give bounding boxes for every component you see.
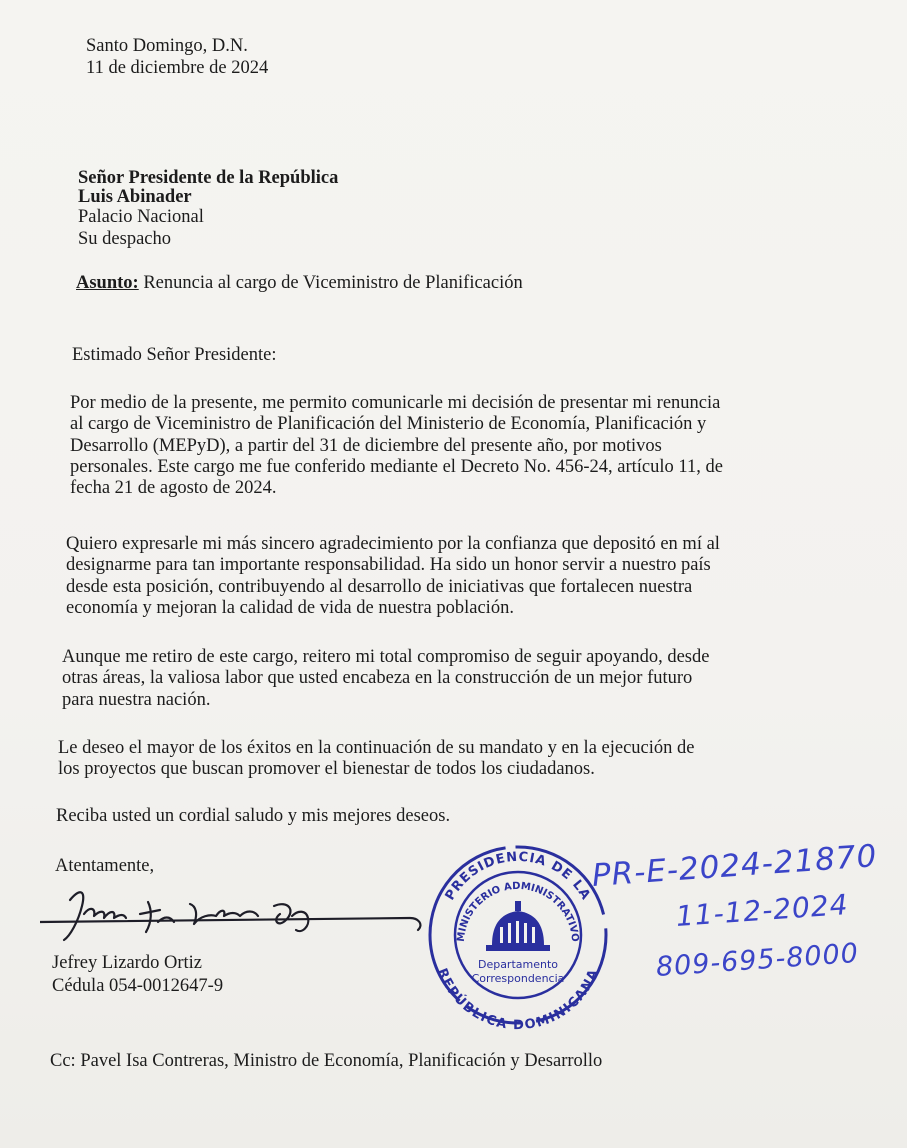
reception-stamp [418,835,618,1035]
handwritten-phone: 809-695-8000 [654,937,860,983]
stamp-top-text: PRESIDENCIA DE LA [442,849,594,904]
paragraph-4 [58,738,695,781]
handwritten-date: 11-12-2024 [674,887,850,933]
paragraph-1 [70,393,723,499]
paragraph-line: economía y mejoran la calidad de vida de nuestra población. [66,597,514,618]
header-city: Santo Domingo, D.N. [86,36,248,56]
recipient-office: Su despacho [78,229,171,249]
stamp-inner-text: MINISTERIO ADMINISTRATIVO [455,880,581,943]
subject-label: Asunto: [76,273,139,293]
paragraph-line: Aunque me retiro de este cargo, reitero mi total compromiso de seguir apoyando, desde [62,647,710,667]
palace-dome-icon [486,901,550,951]
paragraph-2 [66,534,720,619]
signer-id: Cédula 054-0012647-9 [52,976,224,996]
handwritten-ref: PR-E-2024-21870 [590,838,879,894]
paragraph-line: Quiero expresarle mi más sincero agradecimiento por la confianza que depositó en mí al [66,534,720,554]
recipient-place: Palacio Nacional [78,207,204,227]
paragraph-line: los proyectos que buscan promover el bienestar de todos los ciudadanos. [58,759,595,780]
cc-line: Cc: Pavel Isa Contreras, Ministro de Economía, Planificación y Desarrollo [50,1051,603,1071]
subject-text: Renuncia al cargo de Viceministro de Planificación [138,273,523,293]
paragraph-line: personales. Este cargo me fue conferido mediante el Decreto No. 456-24, artículo 11, de [70,456,723,477]
sign-off: Atentamente, [55,856,155,876]
stamp-dept-line2: Correspondencia [471,972,565,985]
paragraph-line: para nuestra nación. [62,689,211,710]
paragraph-line: al cargo de Viceministro de Planificación del Ministerio de Economía, Planificación y [70,414,707,435]
paragraph-line: designarme para tan importante responsabilidad. Ha sido un honor servir a nuestro país [66,555,711,576]
salutation: Estimado Señor Presidente: [72,345,277,365]
paragraph-line: Por medio de la presente, me permito comunicarle mi decisión de presentar mi renuncia [70,393,721,413]
stamp-bottom-text: REPÚBLICA DOMINICANA [433,966,603,1034]
paragraph-3 [62,647,709,711]
signature-scribble [40,880,430,950]
stamp-dept-line1: Departamento [477,958,559,971]
paragraph-line: Le deseo el mayor de los éxitos en la continuación de su mandato y en la ejecución de [58,738,695,758]
subject-line [76,273,523,294]
paragraph-line: otras áreas, la valiosa labor que usted encabeza en la construcción de un mejor futuro [62,668,693,689]
closing-line: Reciba usted un cordial saludo y mis mejores deseos. [56,806,451,826]
paragraph-line: fecha 21 de agosto de 2024. [70,478,277,499]
header-date: 11 de diciembre de 2024 [86,58,269,78]
recipient-name: Luis Abinader [78,187,192,207]
svg-text:PRESIDENCIA DE LA [443,850,594,903]
recipient-title: Señor Presidente de la República [78,168,339,188]
paragraph-line: desde esta posición, contribuyendo al desarrollo de iniciativas que fortalecen nuestra [66,576,693,597]
paragraph-line: Desarrollo (MEPyD), a partir del 31 de diciembre del presente año, por motivos [70,435,662,456]
signer-name: Jefrey Lizardo Ortiz [52,953,202,973]
